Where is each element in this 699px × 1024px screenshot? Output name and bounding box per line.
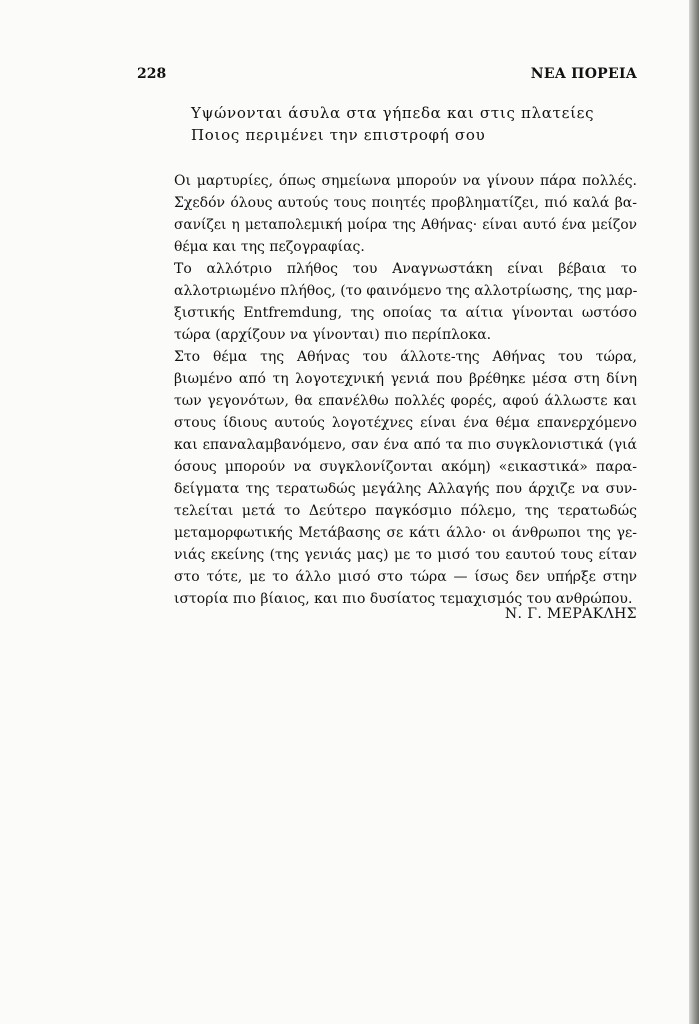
text-line: Σχεδόν όλους αυτούς τους ποιητές προβληματίζει, πιό καλά βα- [174,195,637,211]
text-line: Οι μαρτυρίες, όπως σημείωνα μπορούν να γίνουν πάρα πολλές. [174,173,637,189]
text-line: στους ίδιους αυτούς λογοτέχνες είναι ένα θέμα επανερχόμενο [174,415,637,431]
verse-line: Υψώνονται άσυλα στα γήπεδα και στις πλατείες [191,104,595,122]
text-line: δείγματα της τερατωδώς μεγάλης Αλλαγής που άρχιζε να συν- [174,481,637,497]
text-line: αλλοτριωμένο πλήθος, (το φαινόμενο της αλλοτρίωσης, της μαρ- [174,283,638,299]
text-line: Το αλλότριο πλήθος του Αναγνωστάκη είναι βέβαια το [174,261,637,277]
author-signature: Ν. Γ. ΜΕΡΑΚΛΗΣ [504,606,637,622]
text-line: ιστορία πιο βίαιος, και πιο δυσίατος τεμαχισμός του ανθρώπου. [174,591,633,607]
verse-line: Ποιος περιμένει την επιστροφή σου [191,126,486,144]
text-line: νιάς εκείνης (της γενιάς μας) με το μισό του εαυτού τους είταν [174,547,637,563]
text-line: ξιστικής Entfremdung, της οποίας τα αίτια γίνονται ωστόσο [174,305,637,321]
page-number: 228 [137,66,167,82]
text-line: και επαναλαμβανόμενο, σαν ένα από τα πιο συγκλονιστικά (γιά [174,437,637,453]
text-line: όσους μπορούν να συγκλονίζονται ακόμη) «εικαστικά» παρα- [174,459,637,475]
text-line: των γεγονότων, θα επανέλθω πολλές φορές, αφού άλλωστε και [174,393,637,409]
text-line: μεταμορφωτικής Μετάβασης σε κάτι άλλο· οι άνθρωποι της γε- [174,525,637,541]
text-line: τελείται μετά το Δεύτερο παγκόσμιο πόλεμο, της τερατωδώς [174,503,637,519]
text-line: σανίζει η μεταπολεμική μοίρα της Αθήνας· είναι αυτό ένα μείζον [174,217,637,233]
text-line: θέμα και της πεζογραφίας. [174,239,365,255]
verse-quote [191,102,631,146]
article-body [137,170,637,610]
page-edge-shadow [689,0,699,1024]
journal-title: ΝΕΑ ΠΟΡΕΙΑ [530,66,637,82]
paragraph [137,346,637,610]
paragraph [137,170,637,258]
running-header [137,66,637,86]
text-line: στο τότε, με το άλλο μισό στο τώρα — ίσως δεν υπήρξε στην [174,569,637,585]
text-line: Στο θέμα της Αθήνας του άλλοτε-της Αθήνας του τώρα, [174,349,637,365]
text-line: βιωμένο από τη λογοτεχνική γενιά που βρέθηκε μέσα στη δίνη [174,371,637,387]
text-line: τώρα (αρχίζουν να γίνονται) πιο περίπλοκα. [174,327,492,343]
paragraph [137,258,637,346]
